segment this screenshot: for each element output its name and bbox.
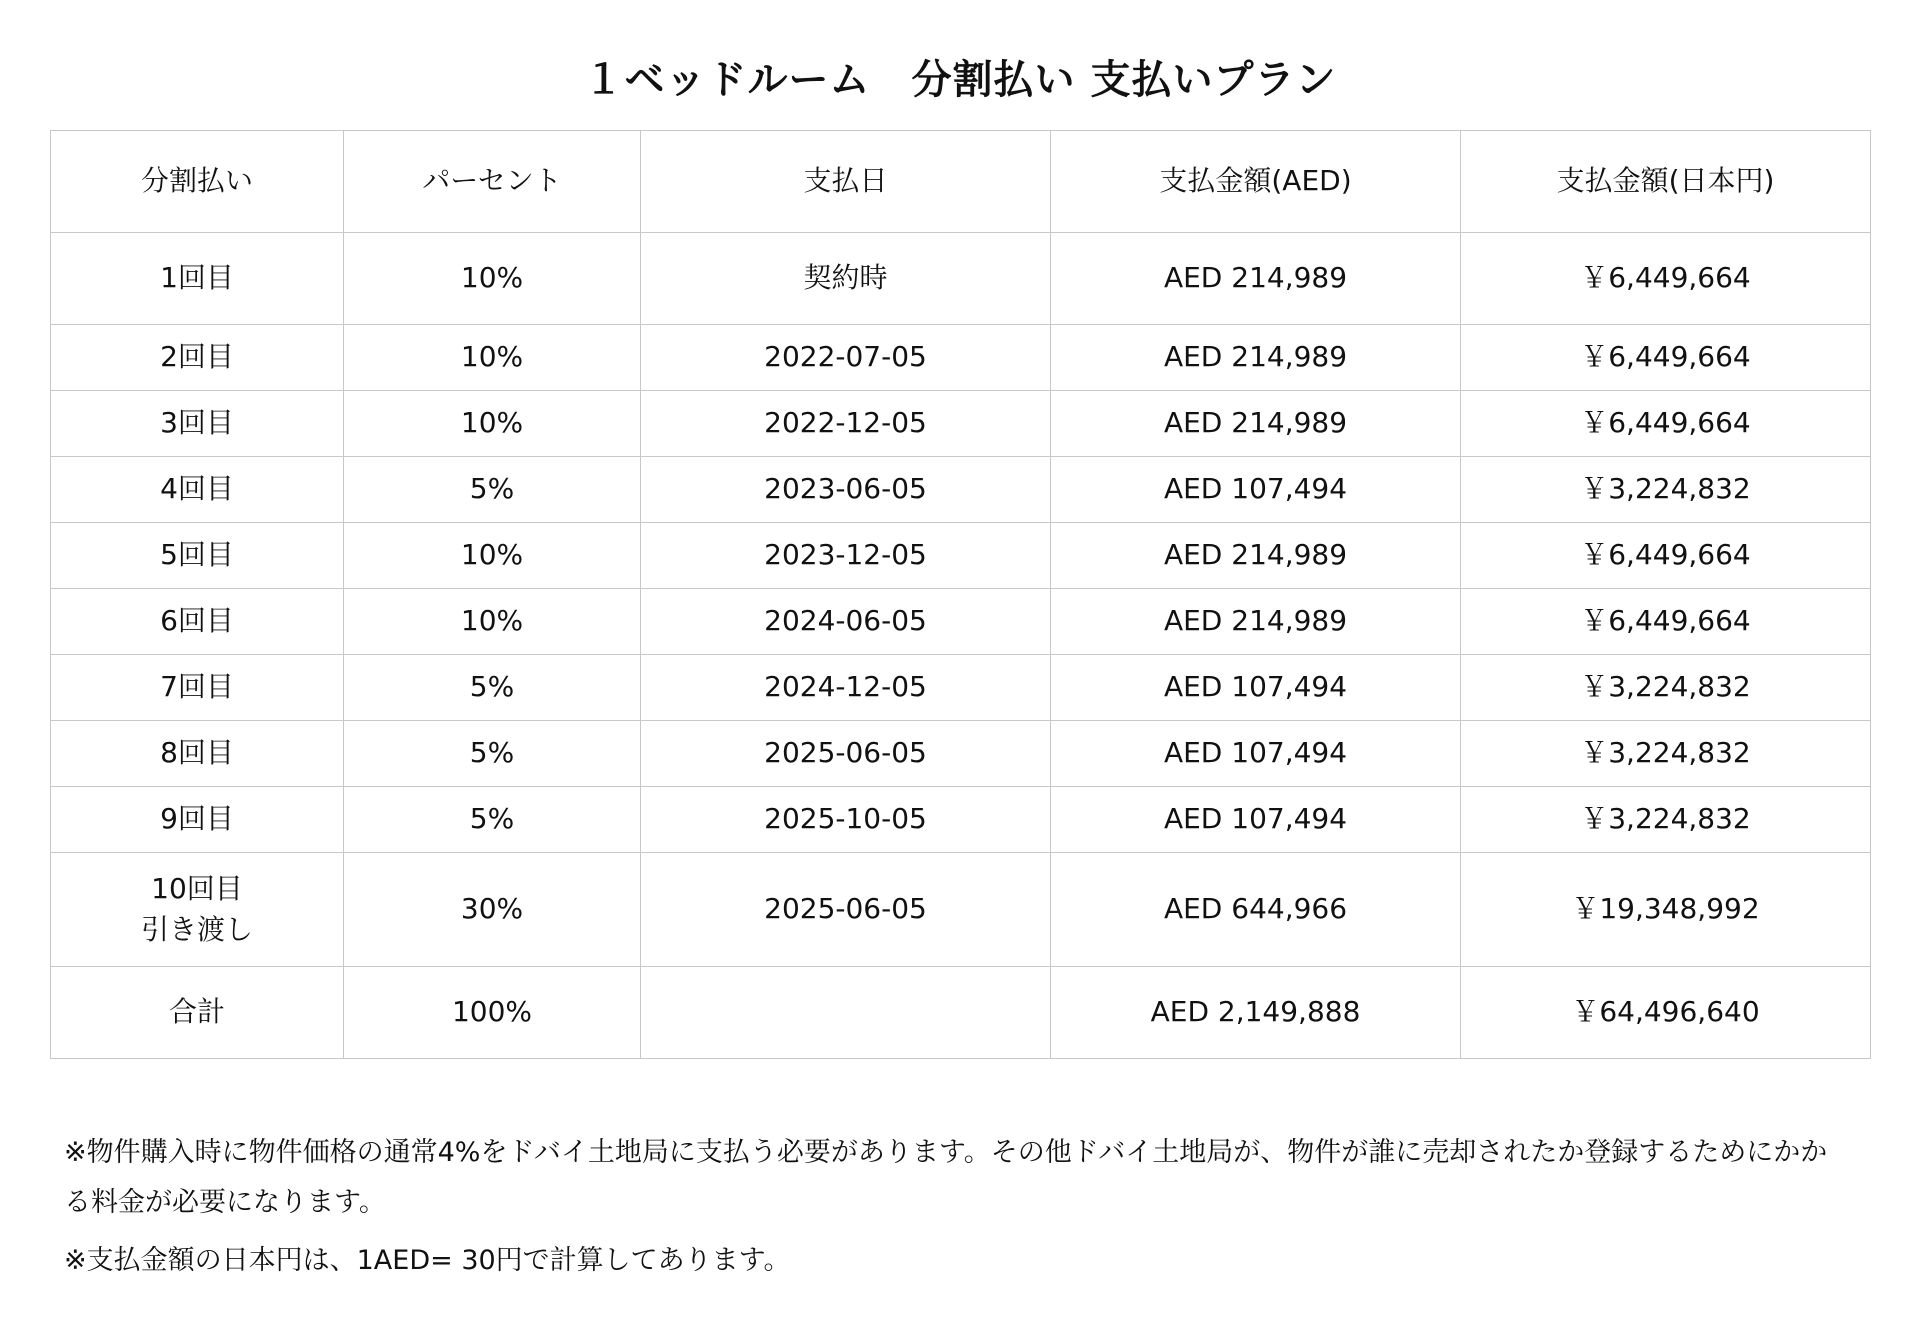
header-amount-aed: 支払金額(AED) xyxy=(1051,131,1461,233)
note-exchange-rate: ※支払金額の日本円は、1AED= 30円で計算してあります。 xyxy=(64,1245,791,1276)
handover-label: 引き渡し xyxy=(140,912,253,946)
amount-aed-cell: AED 107,494 xyxy=(1051,457,1461,523)
installment-cell: 8回目 xyxy=(51,721,344,787)
installment-cell: 9回目 xyxy=(51,787,344,853)
amount-jpy-cell: ￥19,348,992 xyxy=(1461,853,1871,967)
amount-jpy-cell: ￥3,224,832 xyxy=(1461,457,1871,523)
table-row xyxy=(51,655,1871,721)
amount-jpy-cell: ￥3,224,832 xyxy=(1461,655,1871,721)
installment-cell: 4回目 xyxy=(51,457,344,523)
amount-aed-cell: AED 214,989 xyxy=(1051,391,1461,457)
installment-cell: 1回目 xyxy=(51,233,344,325)
total-label: 合計 xyxy=(51,967,344,1059)
percent-cell: 10% xyxy=(344,233,641,325)
table-row xyxy=(51,233,1871,325)
installment-number: 10回目 xyxy=(151,871,243,905)
percent-cell: 5% xyxy=(344,721,641,787)
total-amount-jpy: ￥64,496,640 xyxy=(1461,967,1871,1059)
percent-cell: 5% xyxy=(344,457,641,523)
date-cell: 2022-07-05 xyxy=(641,325,1051,391)
amount-aed-cell: AED 107,494 xyxy=(1051,787,1461,853)
date-cell: 2023-12-05 xyxy=(641,523,1051,589)
header-percent: パーセント xyxy=(344,131,641,233)
amount-jpy-cell: ￥6,449,664 xyxy=(1461,523,1871,589)
total-amount-aed: AED 2,149,888 xyxy=(1051,967,1461,1059)
total-date-cell xyxy=(641,967,1051,1059)
table-row xyxy=(51,391,1871,457)
table-row xyxy=(51,589,1871,655)
header-installment: 分割払い xyxy=(51,131,344,233)
date-cell: 2024-12-05 xyxy=(641,655,1051,721)
amount-aed-cell: AED 214,989 xyxy=(1051,233,1461,325)
date-cell: 2022-12-05 xyxy=(641,391,1051,457)
table-header-row xyxy=(51,131,1871,233)
amount-aed-cell: AED 107,494 xyxy=(1051,655,1461,721)
table-row xyxy=(51,325,1871,391)
amount-aed-cell: AED 214,989 xyxy=(1051,325,1461,391)
amount-aed-cell: AED 644,966 xyxy=(1051,853,1461,967)
table-row xyxy=(51,721,1871,787)
notes xyxy=(64,1128,1854,1286)
header-amount-jpy: 支払金額(日本円) xyxy=(1461,131,1871,233)
amount-jpy-cell: ￥3,224,832 xyxy=(1461,787,1871,853)
installment-cell: 5回目 xyxy=(51,523,344,589)
installment-cell: 6回目 xyxy=(51,589,344,655)
table-row xyxy=(51,787,1871,853)
percent-cell: 10% xyxy=(344,391,641,457)
date-cell: 契約時 xyxy=(641,233,1051,325)
table-row xyxy=(51,523,1871,589)
amount-aed-cell: AED 214,989 xyxy=(1051,589,1461,655)
date-cell: 2025-10-05 xyxy=(641,787,1051,853)
installment-cell xyxy=(51,853,344,967)
percent-cell: 5% xyxy=(344,787,641,853)
header-payment-date: 支払日 xyxy=(641,131,1051,233)
page-title: １ベッドルーム 分割払い 支払いプラン xyxy=(583,57,1337,103)
installment-cell: 2回目 xyxy=(51,325,344,391)
payment-plan-table xyxy=(50,130,1871,1059)
percent-cell: 10% xyxy=(344,523,641,589)
handover-row xyxy=(51,853,1871,967)
amount-aed-cell: AED 107,494 xyxy=(1051,721,1461,787)
percent-cell: 5% xyxy=(344,655,641,721)
amount-jpy-cell: ￥6,449,664 xyxy=(1461,391,1871,457)
amount-jpy-cell: ￥6,449,664 xyxy=(1461,325,1871,391)
percent-cell: 30% xyxy=(344,853,641,967)
amount-aed-cell: AED 214,989 xyxy=(1051,523,1461,589)
percent-cell: 10% xyxy=(344,325,641,391)
amount-jpy-cell: ￥3,224,832 xyxy=(1461,721,1871,787)
note-land-department-fee: ※物件購入時に物件価格の通常4%をドバイ土地局に支払う必要があります。その他ドバイ土地局が、物件が誰に売却されたか登録するためにかかる料金が必要になります。 xyxy=(64,1137,1828,1218)
installment-cell: 7回目 xyxy=(51,655,344,721)
amount-jpy-cell: ￥6,449,664 xyxy=(1461,589,1871,655)
total-percent: 100% xyxy=(344,967,641,1059)
installment-cell: 3回目 xyxy=(51,391,344,457)
table-row xyxy=(51,457,1871,523)
date-cell: 2025-06-05 xyxy=(641,721,1051,787)
total-row xyxy=(51,967,1871,1059)
date-cell: 2025-06-05 xyxy=(641,853,1051,967)
date-cell: 2024-06-05 xyxy=(641,589,1051,655)
date-cell: 2023-06-05 xyxy=(641,457,1051,523)
percent-cell: 10% xyxy=(344,589,641,655)
amount-jpy-cell: ￥6,449,664 xyxy=(1461,233,1871,325)
